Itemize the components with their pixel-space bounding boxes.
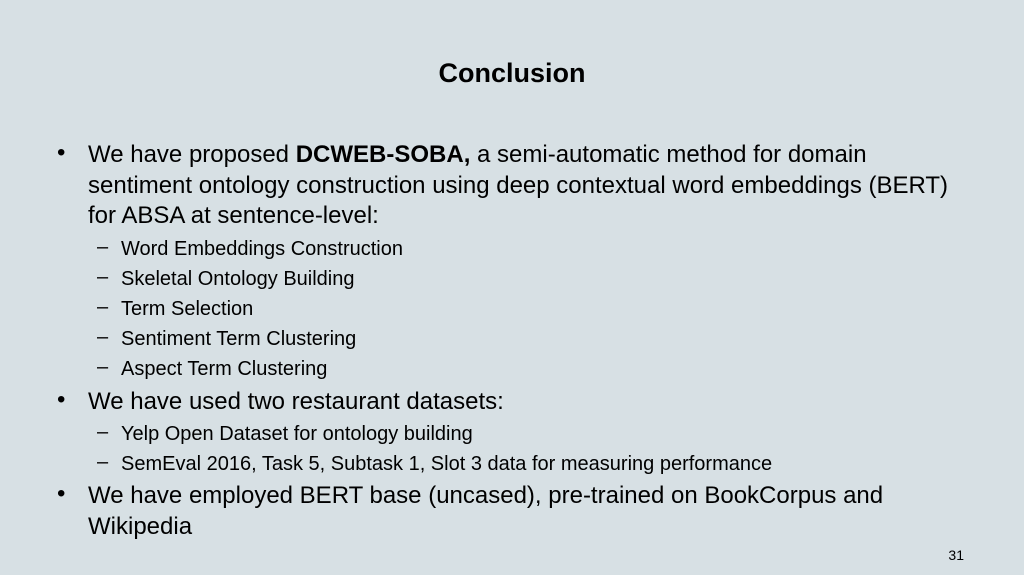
- dash-glyph: –: [97, 356, 109, 379]
- bullet-text-post: a semi-automatic method for domain sentiment ontology construction using deep contextual word embeddings (BERT) for ABSA at sentence-level:: [88, 141, 949, 229]
- bullet-item: [57, 481, 977, 542]
- slide-title: Conclusion: [438, 58, 586, 88]
- slide-content: [57, 140, 977, 542]
- sub-item: [57, 419, 977, 449]
- dash-glyph: –: [97, 451, 109, 474]
- bullet-text-pre: We have proposed: [88, 141, 296, 168]
- sub-item-text: Term Selection: [121, 297, 254, 320]
- sub-list: [57, 419, 977, 479]
- bullet-text: We have used two restaurant datasets:: [88, 387, 504, 415]
- dash-glyph: –: [97, 265, 109, 288]
- sub-item: [57, 354, 977, 384]
- dash-glyph: –: [97, 295, 109, 318]
- sub-item: [57, 324, 977, 354]
- sub-item: [57, 234, 977, 264]
- dash-glyph: –: [97, 326, 109, 349]
- dash-glyph: –: [97, 235, 109, 258]
- bullet-glyph: •: [57, 385, 66, 413]
- sub-item: [57, 449, 977, 479]
- sub-item: [57, 294, 977, 324]
- bullet-item: [57, 140, 977, 232]
- bullet-item: [57, 387, 977, 418]
- sub-list: [57, 234, 977, 385]
- sub-item-text: Sentiment Term Clustering: [121, 328, 357, 351]
- dash-glyph: –: [97, 421, 109, 444]
- bullet-glyph: •: [57, 480, 66, 508]
- bullet-glyph: •: [57, 139, 66, 166]
- sub-item-text: Skeletal Ontology Building: [121, 267, 355, 290]
- bullet-text: We have employed BERT base (uncased), pre-trained on BookCorpus and Wikipedia: [88, 482, 884, 540]
- page-number: 31: [948, 547, 964, 563]
- bullet-text-bold: DCWEB-SOBA,: [295, 141, 471, 168]
- sub-item-text: SemEval 2016, Task 5, Subtask 1, Slot 3 data for measuring performance: [121, 453, 773, 476]
- sub-item-text: Aspect Term Clustering: [121, 358, 328, 381]
- sub-item: [57, 264, 977, 294]
- sub-item-text: Word Embeddings Construction: [121, 237, 403, 260]
- sub-item-text: Yelp Open Dataset for ontology building: [121, 423, 473, 446]
